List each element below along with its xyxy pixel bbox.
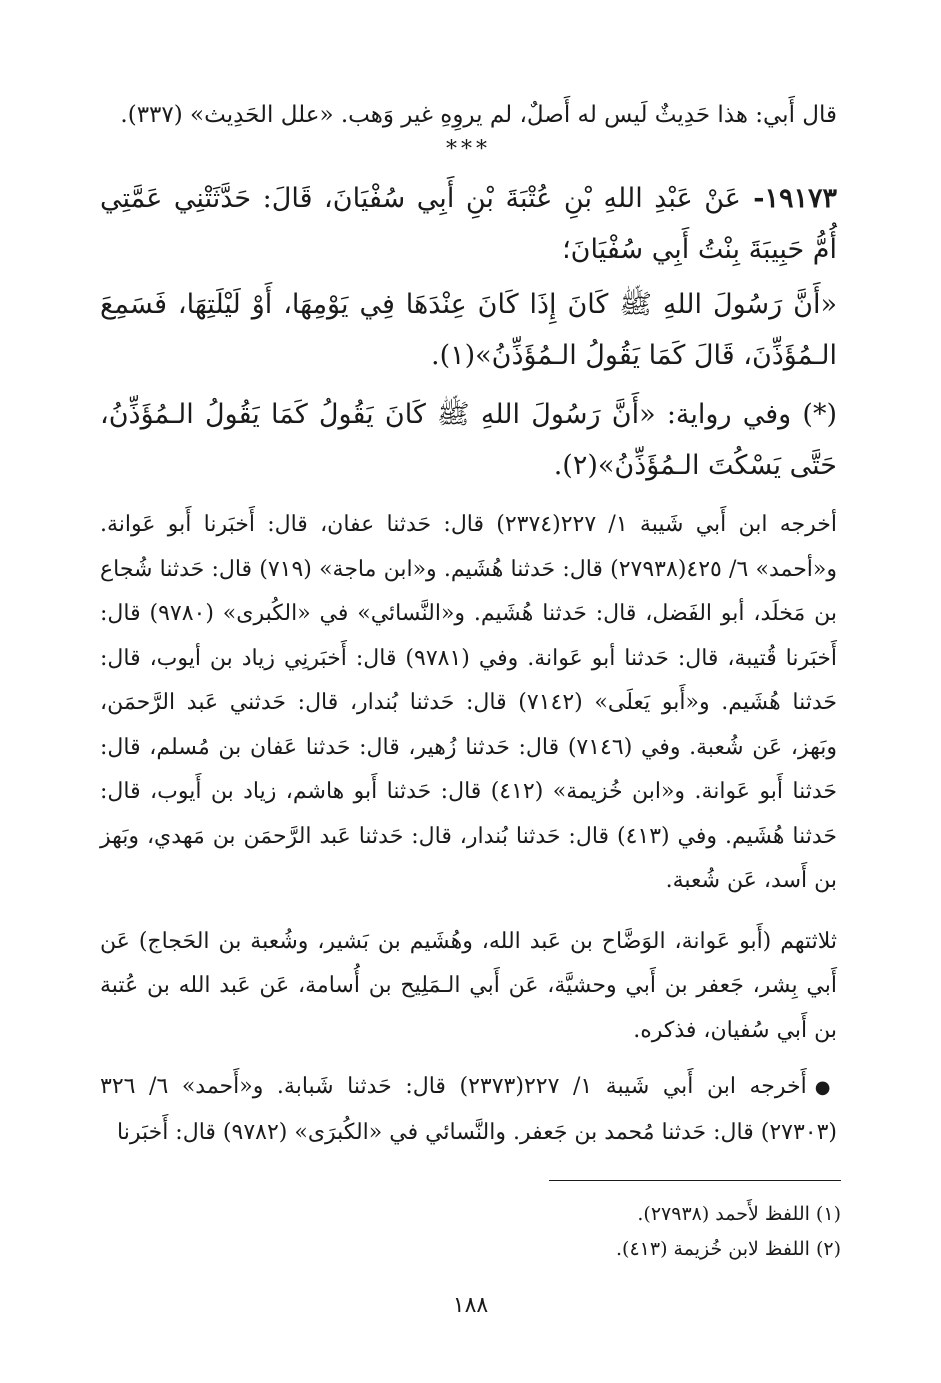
page-number: ١٨٨ — [452, 1293, 489, 1318]
takhrij-paragraph-2: ثلاثتهم (أَبو عَوانة، الوَضَّاح بن عَبد الله، وهُشَيم بن بَشير، وشُعبة بن الحَجاج) عَن أَبي بِشر، جَعفر بن أَبي وحشيَّة، عَن أَبي الـمَلِيح بن أُسامة، عَن عَبد الله بن عُتبة بن أَبي سُفيان، فذكره. — [100, 928, 837, 1043]
hadith-number: ١٩١٧٣- — [740, 183, 837, 214]
footnotes — [100, 1197, 841, 1267]
intro-paragraph: قال أَبي: هذا حَدِيثٌ لَيس له أَصلٌ، لم يروِهِ غير وَهب. «علل الحَدِيث» (٣٣٧). — [120, 102, 837, 128]
takhrij-paragraph-3-text: أَخرجه ابن أَبي شَيبة ١/ ٢٢٧(٢٣٧٣) قال: حَدثنا شَبابة. و«أَحمد» ٦/ ٣٢٦ (٢٧٣٠٣) قال: حَدثنا مُحمد بن جَعفر. والنَّسائي في «الكُبرَى» (٩٧٨٢) قال: أَخبَرنا — [100, 1074, 837, 1145]
hadith-isnad — [100, 173, 837, 275]
footnote-2: (٢) اللفظ لابن خُزيمة (٤١٣). — [616, 1238, 841, 1260]
section-separator: *** — [446, 137, 491, 162]
footnote-divider — [549, 1180, 841, 1181]
bullet-icon: ● — [814, 1077, 838, 1098]
takhrij-paragraph-1: أخرجه ابن أَبي شَيبة ١/ ٢٢٧(٢٣٧٤) قال: حَدثنا عفان، قال: أَخبَرنا أَبو عَوانة. و«أحمد» ٦/ ٤٢٥(٢٧٩٣٨) قال: حَدثنا هُشَيم. و«ابن ماجة» (٧١٩) قال: حَدثنا شُجاع بن مَخلَد، أبو الفَضل، قال: حَدثنا هُشَيم. و«النَّسائي» في «الكُبرى» (٩٧٨٠) قال: أَخبَرنا قُتيبة، قال: حَدثنا أبو عَوانة. وفي (٩٧٨١) قال: أَخبَرنِي زياد بن أيوب، قال: حَدثنا هُشَيم. و«أَبو يَعلَى» (٧١٤٢) قال: حَدثنا بُندار، قال: حَدثني عَبد الرَّحمَن، وبَهز، عَن شُعبة. وفي (٧١٤٦) قال: حَدثنا زُهير، قال: حَدثنا عَفان بن مُسلم، قال: حَدثنا أَبو عَوانة. و«ابن خُزيمة» (٤١٢) قال: حَدثنا أَبو هاشم، زياد بن أَيوب، قال: حَدثنا هُشَيم. وفي (٤١٣) قال: حَدثنا بُندار، قال: حَدثنا عَبد الرَّحمَن بن مَهدي، وبَهز بن أَسد، عَن شُعبة. — [100, 512, 838, 893]
hadith-matn: «أَنَّ رَسُولَ اللهِ ﷺ كَانَ إِذَا كَانَ عِنْدَهَا فِي يَوْمِهَا، أَوْ لَيْلَتِهَا، فَسَمِعَ الـمُؤَذِّنَ، قَالَ كَمَا يَقُولُ الـمُؤَذِّنُ»(١). — [100, 289, 837, 371]
hadith-isnad-text: عَنْ عَبْدِ اللهِ بْنِ عُتْبَةَ بْنِ أَبِي سُفْيَانَ، قَالَ: حَدَّثَتْنِي عَمَّتِي أُمُّ حَبِيبَةَ بِنْتُ أَبِي سُفْيَانَ؛ — [100, 183, 837, 265]
hadith-alternate-narration: (*) وفي رواية: «أَنَّ رَسُولَ اللهِ ﷺ كَانَ يَقُولُ كَمَا يَقُولُ الـمُؤَذِّنُ، حَتَّى يَسْكُتَ الـمُؤَذِّنُ»(٢). — [100, 399, 837, 481]
footnote-1: (١) اللفظ لأَحمد (٢٧٩٣٨). — [637, 1203, 841, 1225]
takhrij-paragraph-3 — [100, 1065, 837, 1155]
